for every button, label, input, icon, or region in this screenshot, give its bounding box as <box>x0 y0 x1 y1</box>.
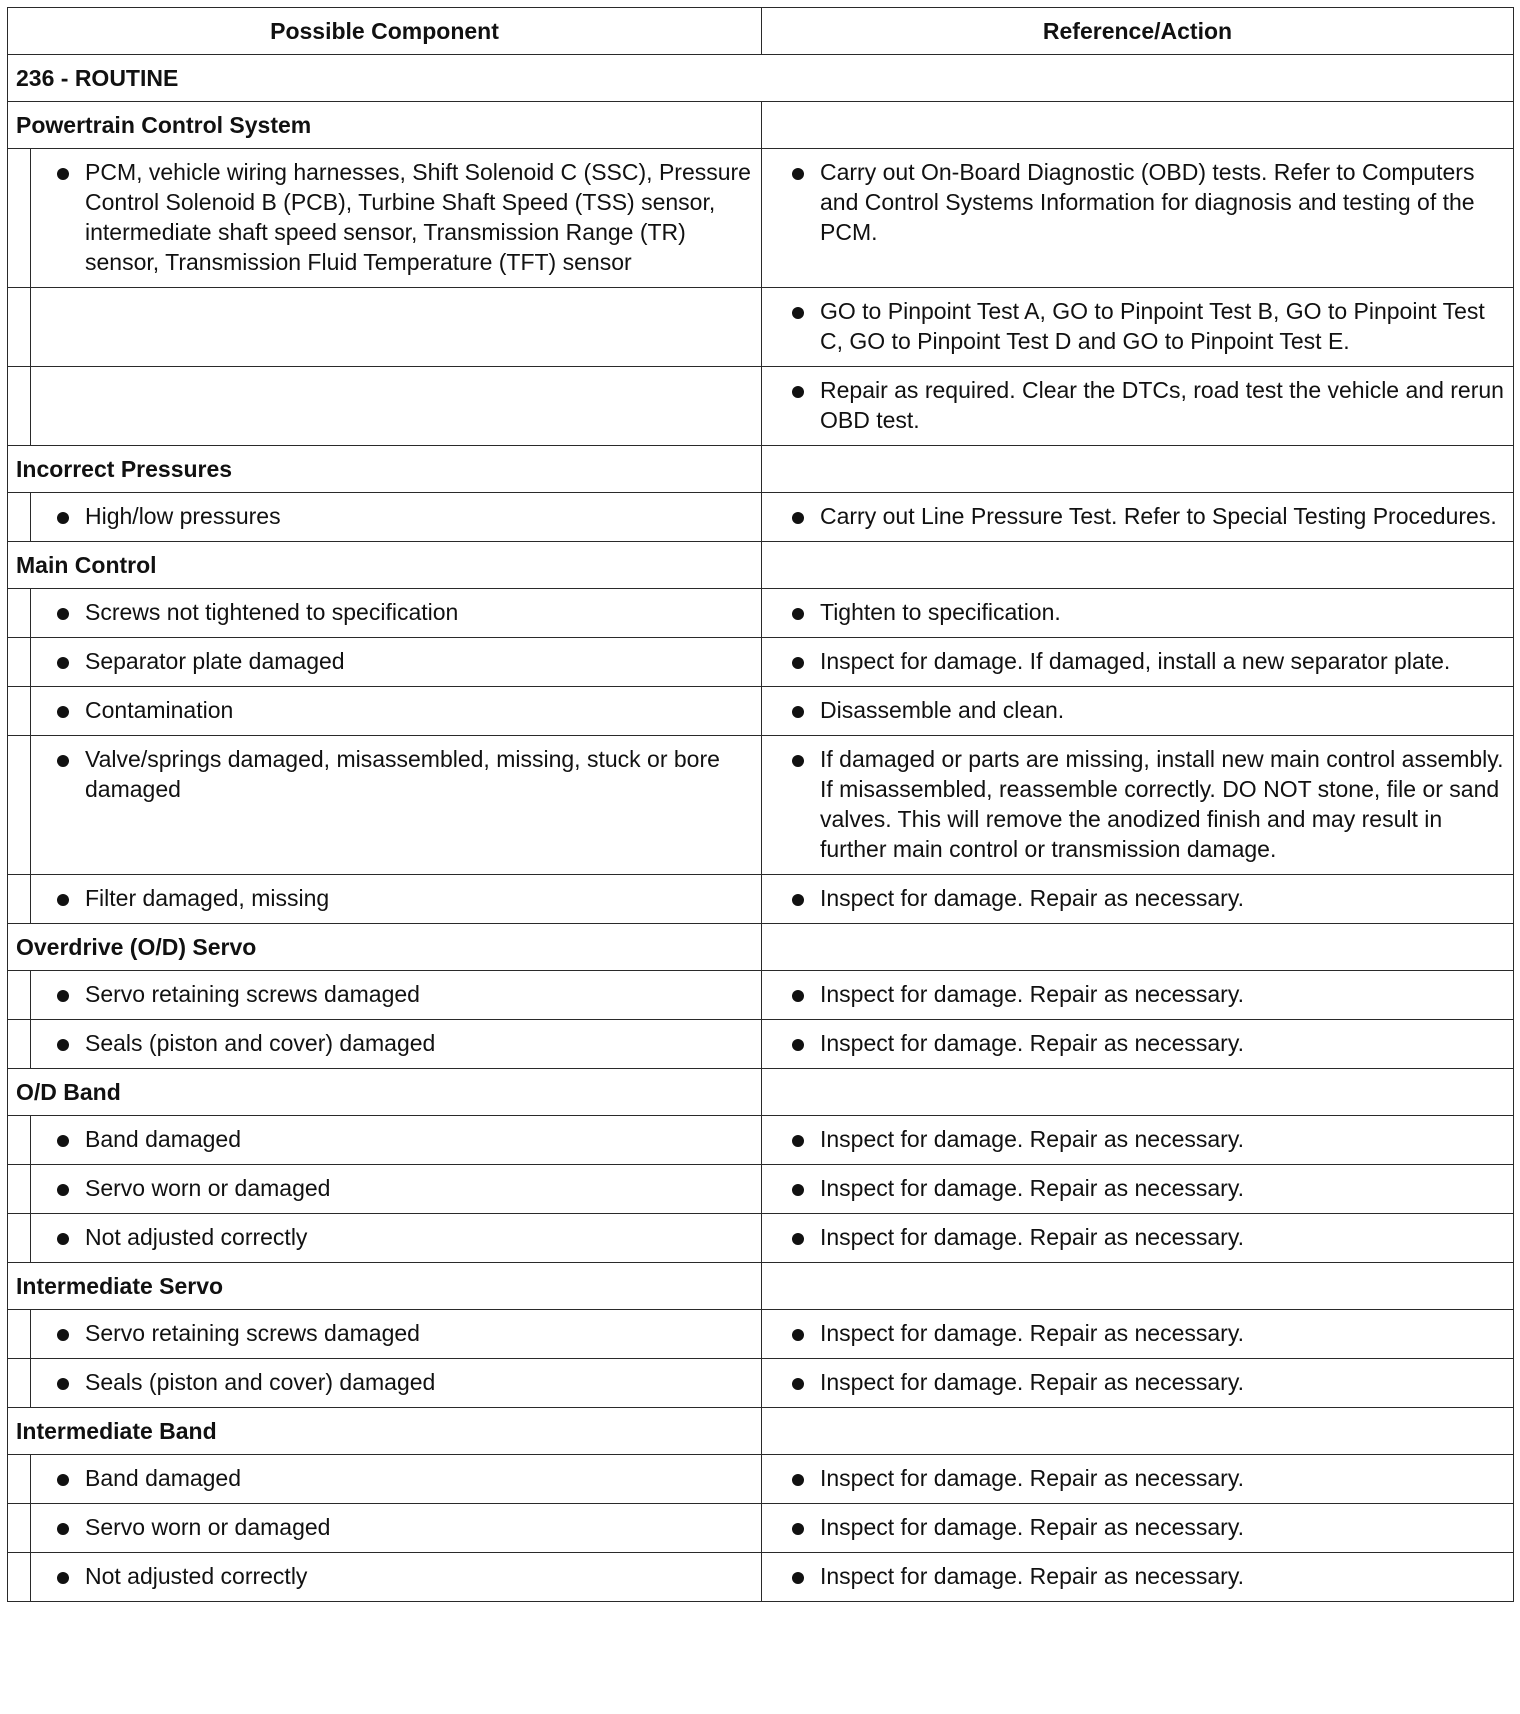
action-text: Inspect for damage. Repair as necessary. <box>820 885 1245 911</box>
component-cell <box>31 367 762 446</box>
component-text: Servo retaining screws damaged <box>85 1320 420 1346</box>
component-cell <box>31 1116 762 1165</box>
table-row <box>8 1214 1514 1263</box>
bullet-icon <box>792 1233 804 1245</box>
component-text: Separator plate damaged <box>85 648 345 674</box>
component-text: Servo worn or damaged <box>85 1514 331 1540</box>
action-bullet-item <box>762 1463 1505 1493</box>
section-header-row <box>8 924 1514 971</box>
table-row <box>8 493 1514 542</box>
indent-cell <box>8 638 31 687</box>
action-text: Inspect for damage. Repair as necessary. <box>820 1030 1245 1056</box>
indent-cell <box>8 589 31 638</box>
bullet-icon <box>57 706 69 718</box>
action-cell <box>762 687 1514 736</box>
component-text: PCM, vehicle wiring harnesses, Shift Solenoid C (SSC), Pressure Control Solenoid B (PCB), Turbine Shaft Speed (TSS) sensor, intermediate shaft speed sensor, Transmission Range (TR) sensor, Transmission Fluid Temperature (TFT) sensor <box>85 159 751 275</box>
bullet-icon <box>792 894 804 906</box>
component-text: Not adjusted correctly <box>85 1563 308 1589</box>
action-bullet-item <box>762 157 1505 247</box>
table-row <box>8 638 1514 687</box>
indent-cell <box>8 1359 31 1408</box>
component-cell <box>31 638 762 687</box>
component-bullet-item <box>31 1028 753 1058</box>
component-bullet-item <box>31 744 753 804</box>
diagnostic-table-container <box>7 7 1513 1602</box>
action-text: Inspect for damage. Repair as necessary. <box>820 1126 1245 1152</box>
indent-cell <box>8 875 31 924</box>
component-bullet-item <box>31 1463 753 1493</box>
section-empty-cell <box>762 1263 1514 1310</box>
component-text: Valve/springs damaged, misassembled, missing, stuck or bore damaged <box>85 746 720 802</box>
component-cell <box>31 493 762 542</box>
action-cell <box>762 367 1514 446</box>
component-text: Screws not tightened to specification <box>85 599 459 625</box>
component-cell <box>31 589 762 638</box>
action-cell <box>762 1504 1514 1553</box>
component-cell <box>31 288 762 367</box>
component-bullet-item <box>31 695 753 725</box>
action-text: Inspect for damage. Repair as necessary. <box>820 1224 1245 1250</box>
bullet-icon <box>792 706 804 718</box>
indent-cell <box>8 1020 31 1069</box>
component-cell <box>31 1214 762 1263</box>
action-cell <box>762 1116 1514 1165</box>
component-cell <box>31 1165 762 1214</box>
table-row <box>8 367 1514 446</box>
action-text: Inspect for damage. Repair as necessary. <box>820 1175 1245 1201</box>
action-text: Disassemble and clean. <box>820 697 1065 723</box>
component-cell <box>31 1310 762 1359</box>
component-cell <box>31 1504 762 1553</box>
bullet-icon <box>57 755 69 767</box>
action-text: Inspect for damage. If damaged, install a new separator plate. <box>820 648 1451 674</box>
indent-cell <box>8 1504 31 1553</box>
bullet-icon <box>792 608 804 620</box>
component-text: Servo retaining screws damaged <box>85 981 420 1007</box>
bullet-icon <box>792 1135 804 1147</box>
section-header-row <box>8 446 1514 493</box>
component-text: Not adjusted correctly <box>85 1224 308 1250</box>
bullet-icon <box>57 1329 69 1341</box>
table-row <box>8 1310 1514 1359</box>
action-bullet-item <box>762 883 1505 913</box>
action-text: GO to Pinpoint Test A, GO to Pinpoint Test B, GO to Pinpoint Test C, GO to Pinpoint Test D and GO to Pinpoint Test E. <box>820 298 1485 354</box>
action-cell <box>762 638 1514 687</box>
component-bullet-item <box>31 501 753 531</box>
action-bullet-item <box>762 1318 1505 1348</box>
indent-cell <box>8 1214 31 1263</box>
bullet-icon <box>57 1184 69 1196</box>
action-text: Inspect for damage. Repair as necessary. <box>820 1465 1245 1491</box>
action-bullet-item <box>762 1222 1505 1252</box>
component-text: High/low pressures <box>85 503 281 529</box>
indent-cell <box>8 493 31 542</box>
action-bullet-item <box>762 1367 1505 1397</box>
component-text: Contamination <box>85 697 234 723</box>
component-cell <box>31 1553 762 1602</box>
action-bullet-item <box>762 1124 1505 1154</box>
routine-title: 236 - ROUTINE <box>8 55 1514 102</box>
bullet-icon <box>792 386 804 398</box>
bullet-icon <box>792 1523 804 1535</box>
component-cell <box>31 971 762 1020</box>
bullet-icon <box>57 657 69 669</box>
bullet-icon <box>792 1474 804 1486</box>
indent-cell <box>8 1553 31 1602</box>
section-header-row <box>8 1408 1514 1455</box>
component-text: Seals (piston and cover) damaged <box>85 1030 436 1056</box>
action-bullet-item <box>762 1512 1505 1542</box>
component-cell <box>31 1455 762 1504</box>
component-text: Servo worn or damaged <box>85 1175 331 1201</box>
component-bullet-item <box>31 883 753 913</box>
component-text: Band damaged <box>85 1126 242 1152</box>
component-text: Band damaged <box>85 1465 242 1491</box>
bullet-icon <box>57 1039 69 1051</box>
component-cell <box>31 736 762 875</box>
action-text: Tighten to specification. <box>820 599 1061 625</box>
action-bullet-item <box>762 695 1505 725</box>
indent-cell <box>8 288 31 367</box>
component-bullet-item <box>31 1318 753 1348</box>
action-cell <box>762 149 1514 288</box>
table-row <box>8 1553 1514 1602</box>
indent-cell <box>8 1165 31 1214</box>
action-cell <box>762 1214 1514 1263</box>
bullet-icon <box>792 168 804 180</box>
action-cell <box>762 875 1514 924</box>
section-empty-cell <box>762 542 1514 589</box>
action-cell <box>762 1310 1514 1359</box>
indent-cell <box>8 1310 31 1359</box>
header-reference-action: Reference/Action <box>762 8 1514 55</box>
table-row <box>8 971 1514 1020</box>
action-text: Carry out Line Pressure Test. Refer to Special Testing Procedures. <box>820 503 1497 529</box>
bullet-icon <box>57 608 69 620</box>
action-bullet-item <box>762 979 1505 1009</box>
bullet-icon <box>792 755 804 767</box>
component-bullet-item <box>31 1222 753 1252</box>
action-text: Inspect for damage. Repair as necessary. <box>820 1514 1245 1540</box>
component-text: Filter damaged, missing <box>85 885 330 911</box>
action-cell <box>762 736 1514 875</box>
bullet-icon <box>57 990 69 1002</box>
action-bullet-item <box>762 744 1505 864</box>
section-header-row <box>8 542 1514 589</box>
table-row <box>8 736 1514 875</box>
table-row <box>8 1359 1514 1408</box>
bullet-icon <box>57 1135 69 1147</box>
section-empty-cell <box>762 1408 1514 1455</box>
indent-cell <box>8 687 31 736</box>
indent-cell <box>8 736 31 875</box>
section-title: Main Control <box>8 542 762 589</box>
bullet-icon <box>57 512 69 524</box>
bullet-icon <box>57 1523 69 1535</box>
component-bullet-item <box>31 597 753 627</box>
indent-cell <box>8 971 31 1020</box>
bullet-icon <box>57 1474 69 1486</box>
section-title: Incorrect Pressures <box>8 446 762 493</box>
routine-title-row <box>8 55 1514 102</box>
bullet-icon <box>792 1039 804 1051</box>
action-cell <box>762 971 1514 1020</box>
component-bullet-item <box>31 646 753 676</box>
action-cell <box>762 589 1514 638</box>
bullet-icon <box>792 657 804 669</box>
bullet-icon <box>792 1184 804 1196</box>
section-empty-cell <box>762 924 1514 971</box>
component-bullet-item <box>31 1173 753 1203</box>
bullet-icon <box>792 307 804 319</box>
component-cell <box>31 1020 762 1069</box>
section-empty-cell <box>762 102 1514 149</box>
component-text: Seals (piston and cover) damaged <box>85 1369 436 1395</box>
component-cell <box>31 149 762 288</box>
section-title: O/D Band <box>8 1069 762 1116</box>
table-row <box>8 589 1514 638</box>
component-cell <box>31 1359 762 1408</box>
component-cell <box>31 687 762 736</box>
table-row <box>8 1020 1514 1069</box>
section-empty-cell <box>762 446 1514 493</box>
section-header-row <box>8 1069 1514 1116</box>
action-bullet-item <box>762 1173 1505 1203</box>
bullet-icon <box>57 1572 69 1584</box>
component-bullet-item <box>31 1561 753 1591</box>
action-cell <box>762 1020 1514 1069</box>
action-cell <box>762 1359 1514 1408</box>
section-empty-cell <box>762 1069 1514 1116</box>
action-bullet-item <box>762 646 1505 676</box>
action-bullet-item <box>762 501 1505 531</box>
bullet-icon <box>792 1378 804 1390</box>
bullet-icon <box>792 1329 804 1341</box>
action-cell <box>762 493 1514 542</box>
section-title: Powertrain Control System <box>8 102 762 149</box>
component-cell <box>31 875 762 924</box>
action-text: Inspect for damage. Repair as necessary. <box>820 1563 1245 1589</box>
action-bullet-item <box>762 597 1505 627</box>
action-text: If damaged or parts are missing, install new main control assembly. If misassembled, reassemble correctly. DO NOT stone, file or sand valves. This will remove the anodized finish and may result in further main control or transmission damage. <box>820 746 1504 862</box>
section-header-row <box>8 1263 1514 1310</box>
indent-cell <box>8 1455 31 1504</box>
header-possible-component: Possible Component <box>8 8 762 55</box>
bullet-icon <box>792 990 804 1002</box>
action-bullet-item <box>762 296 1505 356</box>
bullet-icon <box>792 512 804 524</box>
bullet-icon <box>57 1233 69 1245</box>
bullet-icon <box>57 168 69 180</box>
action-text: Inspect for damage. Repair as necessary. <box>820 981 1245 1007</box>
table-row <box>8 1504 1514 1553</box>
component-bullet-item <box>31 157 753 277</box>
component-bullet-item <box>31 1512 753 1542</box>
table-row <box>8 875 1514 924</box>
component-bullet-item <box>31 1124 753 1154</box>
indent-cell <box>8 149 31 288</box>
component-bullet-item <box>31 979 753 1009</box>
bullet-icon <box>792 1572 804 1584</box>
table-row <box>8 687 1514 736</box>
bullet-icon <box>57 894 69 906</box>
section-title: Intermediate Servo <box>8 1263 762 1310</box>
table-header-row <box>8 8 1514 55</box>
action-text: Repair as required. Clear the DTCs, road test the vehicle and rerun OBD test. <box>820 377 1504 433</box>
section-title: Intermediate Band <box>8 1408 762 1455</box>
action-bullet-item <box>762 375 1505 435</box>
action-text: Inspect for damage. Repair as necessary. <box>820 1369 1245 1395</box>
action-text: Inspect for damage. Repair as necessary. <box>820 1320 1245 1346</box>
action-bullet-item <box>762 1028 1505 1058</box>
table-row <box>8 1455 1514 1504</box>
action-bullet-item <box>762 1561 1505 1591</box>
indent-cell <box>8 1116 31 1165</box>
section-title: Overdrive (O/D) Servo <box>8 924 762 971</box>
action-text: Carry out On-Board Diagnostic (OBD) tests. Refer to Computers and Control Systems Information for diagnosis and testing of the PCM. <box>820 159 1475 245</box>
table-row <box>8 1116 1514 1165</box>
table-row <box>8 1165 1514 1214</box>
action-cell <box>762 1165 1514 1214</box>
indent-cell <box>8 367 31 446</box>
action-cell <box>762 288 1514 367</box>
action-cell <box>762 1455 1514 1504</box>
action-cell <box>762 1553 1514 1602</box>
table-row <box>8 149 1514 288</box>
bullet-icon <box>57 1378 69 1390</box>
table-row <box>8 288 1514 367</box>
diagnostic-table <box>7 7 1514 1602</box>
component-bullet-item <box>31 1367 753 1397</box>
section-header-row <box>8 102 1514 149</box>
